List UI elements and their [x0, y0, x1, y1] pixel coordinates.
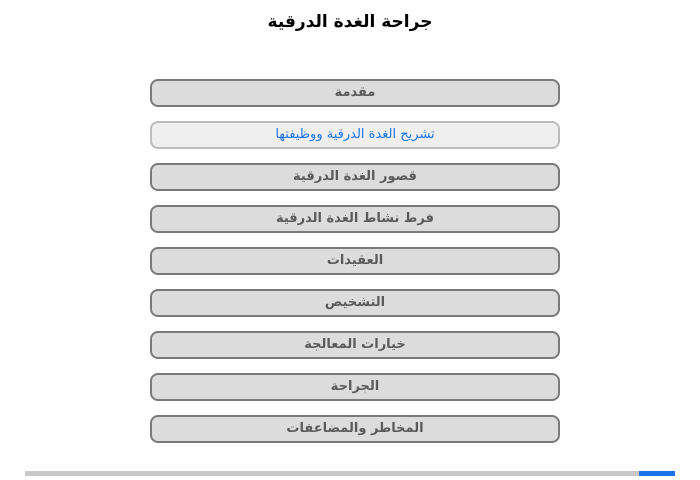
menu-item-nodules[interactable]: العقيدات — [150, 247, 560, 275]
chapter-menu — [150, 79, 560, 457]
progress-fill — [639, 471, 675, 476]
menu-item-hypothyroidism[interactable]: قصور الغدة الدرقية — [150, 163, 560, 191]
menu-item-treatment-options[interactable]: خيارات المعالجة — [150, 331, 560, 359]
progress-bar — [25, 471, 675, 476]
menu-item-introduction[interactable]: مقدمة — [150, 79, 560, 107]
menu-item-diagnosis[interactable]: التشخيص — [150, 289, 560, 317]
menu-item-surgery[interactable]: الجراحة — [150, 373, 560, 401]
page-title: جراحة الغدة الدرقية — [267, 12, 433, 32]
menu-item-anatomy-function[interactable]: تشريح الغدة الدرقية ووظيفتها — [150, 121, 560, 149]
menu-item-risks-complications[interactable]: المخاطر والمضاعفات — [150, 415, 560, 443]
menu-item-hyperthyroidism[interactable]: فرط نشاط الغدة الدرقية — [150, 205, 560, 233]
